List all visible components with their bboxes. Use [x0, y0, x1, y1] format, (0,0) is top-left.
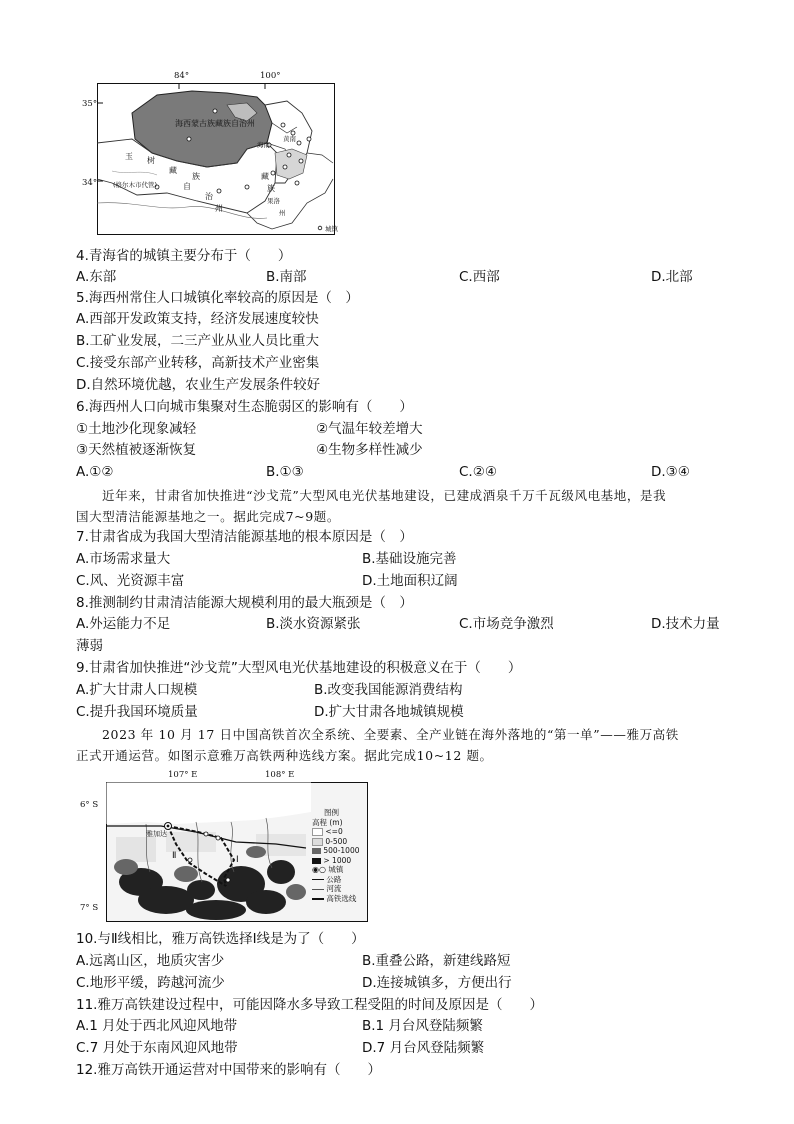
legend-item: 公路 — [326, 874, 342, 884]
map1-small-label: 黄南 — [283, 135, 296, 143]
question-4-stem: 4.青海省的城镇主要分布于（ ） — [76, 248, 292, 264]
town-symbol-icon — [318, 226, 322, 230]
q4-option-a[interactable]: A.东部 — [76, 269, 117, 285]
q9-option-b[interactable]: B.改变我国能源消费结构 — [314, 682, 463, 698]
question-9-stem: 9.甘肃省加快推进“沙戈荒”大型风电光伏基地建设的积极意义在于（ ） — [76, 660, 522, 676]
map1-yushu-char: 树 — [147, 156, 155, 165]
q8-option-d-wrap: 薄弱 — [76, 638, 103, 654]
map1-lat-bottom: 34° — [82, 178, 98, 188]
q5-option-a[interactable]: A.西部开发政策支持，经济发展速度较快 — [76, 311, 319, 327]
passage-1-line-1: 近年来，甘肃省加快推进“沙戈荒”大型风电光伏基地建设，已建成酒泉千万千瓦级风电基地，是我 — [102, 488, 667, 503]
map2-lon-left: 107° E — [168, 770, 198, 780]
q7-option-c[interactable]: C.风、光资源丰富 — [76, 573, 185, 589]
map1-lon-right: 100° — [260, 71, 281, 81]
question-8-stem: 8.推测制约甘肃清洁能源大规模利用的最大瓶颈是（ ） — [76, 595, 413, 611]
map1-yushu-char: 藏 — [169, 166, 177, 175]
map1-right-char: 藏 — [261, 172, 269, 181]
legend-subtitle: 高程 (m) — [312, 817, 343, 827]
q10-option-c[interactable]: C.地形平缓，跨越河流少 — [76, 975, 225, 991]
legend-title: 图例 — [324, 808, 339, 817]
map1-yushu-char: 州 — [215, 204, 223, 213]
legend-item: 500-1000 — [323, 846, 360, 855]
legend-item: <=0 — [325, 827, 343, 836]
map1-small-label: 果洛 — [267, 197, 280, 205]
legend-item: > 1000 — [323, 855, 352, 865]
q5-option-b[interactable]: B.工矿业发展，二三产业从业人员比重大 — [76, 333, 320, 349]
q10-option-b[interactable]: B.重叠公路，新建线路短 — [362, 953, 511, 969]
q4-option-c[interactable]: C.西部 — [459, 269, 500, 285]
legend-swatch-low-icon — [312, 828, 323, 836]
q8-option-a[interactable]: A.外运能力不足 — [76, 616, 171, 632]
map2-lat-top: 6° S — [80, 800, 99, 810]
map2-legend — [312, 808, 370, 920]
legend-road-icon — [312, 879, 324, 880]
q11-option-c[interactable]: C.7 月处于东南风迎风地带 — [76, 1040, 238, 1056]
map1-lon-left: 84° — [174, 71, 190, 81]
q4-option-b[interactable]: B.南部 — [266, 269, 307, 285]
map1-yushu-char: 自 — [183, 182, 191, 191]
map1-lat-top: 35° — [82, 99, 98, 109]
q6-option-b[interactable]: B.①③ — [266, 464, 304, 480]
q6-choice-2: ②气温年较差增大 — [316, 421, 423, 437]
map1-yushu-char: 族 — [192, 172, 200, 181]
legend-swatch-0-500-icon — [312, 838, 323, 846]
map2-route-2-label: Ⅱ — [172, 851, 177, 861]
passage-2-line-1: 2023 年 10 月 17 日中国高铁首次全系统、全要素、全产业链在海外落地的“第一单”——雅万高铁 — [102, 727, 679, 742]
q5-option-d[interactable]: D.自然环境优越，农业生产发展条件较好 — [76, 377, 321, 393]
question-10-stem: 10.与Ⅱ线相比，雅万高铁选择Ⅰ线是为了（ ） — [76, 931, 365, 947]
question-12-stem: 12.雅万高铁开通运营对中国带来的影响有（ ） — [76, 1062, 381, 1078]
legend-item: 0-500 — [325, 836, 348, 846]
legend-swatch-500-1000-icon — [312, 848, 321, 854]
legend-hsr-icon — [312, 898, 324, 900]
passage-2-line-2: 正式开通运营。如图示意雅万高铁两种选线方案。据此完成10~12 题。 — [76, 748, 493, 763]
q6-choice-1: ①土地沙化现象减轻 — [76, 421, 197, 437]
question-11-stem: 11.雅万高铁建设过程中，可能因降水多导致工程受阻的时间及原因是（ ） — [76, 997, 543, 1013]
legend-item: 河流 — [326, 884, 342, 893]
map2-lat-bottom: 7° S — [80, 903, 99, 913]
passage-1-line-2: 国大型清洁能源基地之一。据此完成7~9题。 — [76, 509, 340, 524]
legend-town-icon: ◉○ — [312, 865, 326, 874]
q6-option-d[interactable]: D.③④ — [651, 464, 690, 480]
legend-item: 城镇 — [328, 865, 344, 874]
q11-option-b[interactable]: B.1 月台风登陆频繁 — [362, 1018, 483, 1034]
map1-legend-town: 城镇 — [325, 225, 338, 233]
q6-option-a[interactable]: A.①② — [76, 464, 114, 480]
q6-choice-3: ③天然植被逐渐恢复 — [76, 442, 197, 458]
q10-option-a[interactable]: A.远离山区，地质灾害少 — [76, 953, 225, 969]
map1-right-char: 族 — [267, 184, 275, 193]
legend-river-icon — [312, 889, 324, 890]
q9-option-d[interactable]: D.扩大甘肃各地城镇规模 — [314, 704, 464, 720]
map1-small-label: 海南 — [257, 141, 270, 149]
q8-option-b[interactable]: B.淡水资源紧张 — [266, 616, 361, 632]
q7-option-b[interactable]: B.基础设施完善 — [362, 551, 457, 567]
legend-item: 高铁选线 — [326, 893, 357, 903]
map1-note: (格尔木市代管) — [113, 181, 158, 189]
q4-option-d[interactable]: D.北部 — [651, 269, 693, 285]
legend-swatch-1000-icon — [312, 858, 321, 864]
q5-option-c[interactable]: C.接受东部产业转移，高新技术产业密集 — [76, 355, 320, 371]
q6-option-c[interactable]: C.②④ — [459, 464, 497, 480]
q7-option-d[interactable]: D.土地面积辽阔 — [362, 573, 458, 589]
map1-small-label: 州 — [279, 209, 286, 217]
q11-option-a[interactable]: A.1 月处于西北风迎风地带 — [76, 1018, 238, 1034]
q6-choice-4: ④生物多样性减少 — [316, 442, 423, 458]
map1-yushu-char: 玉 — [125, 152, 133, 161]
map2-route-1-label: Ⅰ — [236, 855, 239, 865]
qinghai-map — [97, 83, 338, 235]
map1-yushu-char: 治 — [205, 192, 213, 201]
q9-option-a[interactable]: A.扩大甘肃人口规模 — [76, 682, 198, 698]
q10-option-d[interactable]: D.连接城镇多，方便出行 — [362, 975, 512, 991]
q8-option-d[interactable]: D.技术力量 — [651, 616, 720, 632]
q9-option-c[interactable]: C.提升我国环境质量 — [76, 704, 198, 720]
question-6-stem: 6.海西州人口向城市集聚对生态脆弱区的影响有（ ） — [76, 399, 413, 415]
q8-option-c[interactable]: C.市场竞争激烈 — [459, 616, 554, 632]
map2-lon-right: 108° E — [265, 770, 295, 780]
map1-haixi-label: 海西蒙古族藏族自治州 — [175, 119, 255, 128]
question-7-stem: 7.甘肃省成为我国大型清洁能源基地的根本原因是（ ） — [76, 529, 413, 545]
map2-city-label: 雅加达 — [146, 830, 167, 838]
question-5-stem: 5.海西州常住人口城镇化率较高的原因是（ ） — [76, 290, 359, 306]
q7-option-a[interactable]: A.市场需求量大 — [76, 551, 171, 567]
q11-option-d[interactable]: D.7 月台风登陆频繁 — [362, 1040, 485, 1056]
